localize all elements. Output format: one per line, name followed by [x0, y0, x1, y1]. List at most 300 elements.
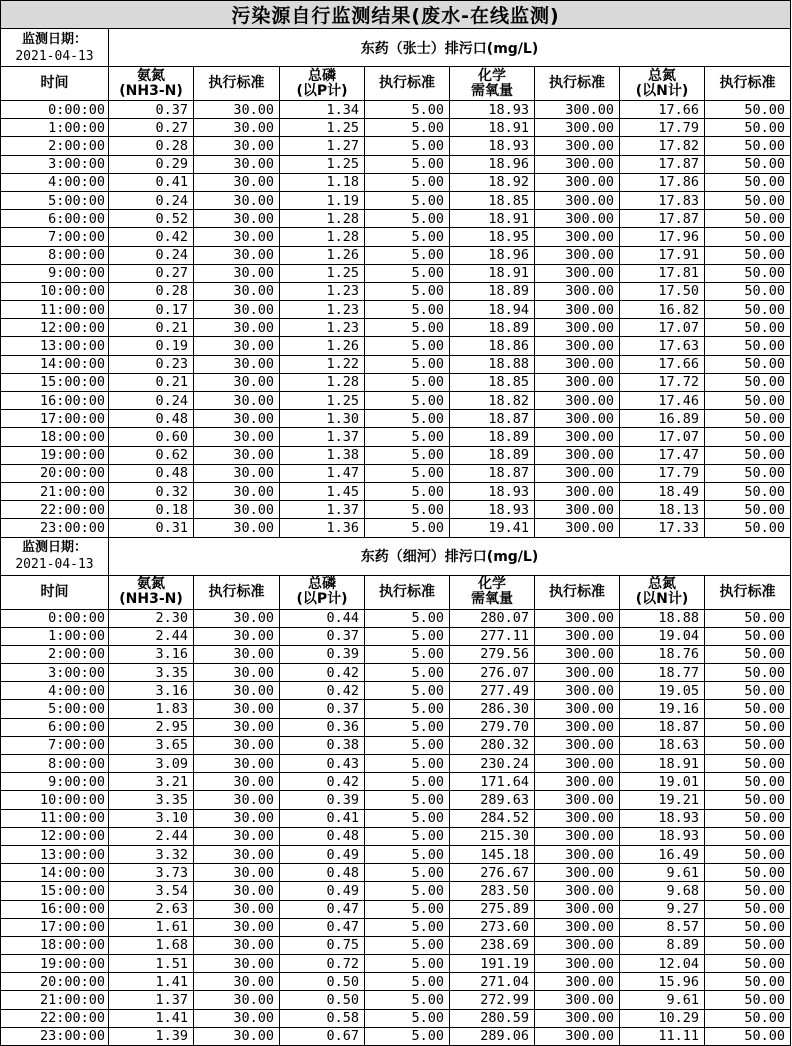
value-cell: 0.48	[109, 410, 194, 428]
value-cell: 1.61	[109, 918, 194, 936]
time-cell: 7:00:00	[1, 228, 109, 246]
time-cell: 7:00:00	[1, 736, 109, 754]
value-cell: 30.00	[194, 137, 280, 155]
value-cell: 50.00	[705, 246, 791, 264]
value-cell: 50.00	[705, 773, 791, 791]
value-cell: 300.00	[535, 627, 620, 645]
value-cell: 300.00	[535, 228, 620, 246]
column-header-line2: (NH3-N)	[119, 591, 183, 607]
date-value: 2021-04-13	[15, 48, 94, 64]
time-cell: 23:00:00	[1, 1027, 109, 1045]
time-cell: 4:00:00	[1, 682, 109, 700]
value-cell: 289.63	[450, 791, 535, 809]
column-header	[280, 575, 365, 609]
value-cell: 50.00	[705, 228, 791, 246]
value-cell: 50.00	[705, 282, 791, 300]
value-cell: 30.00	[194, 519, 280, 537]
value-cell: 17.79	[620, 464, 705, 482]
value-cell: 1.28	[280, 228, 365, 246]
value-cell: 289.06	[450, 1027, 535, 1045]
value-cell: 50.00	[705, 845, 791, 863]
value-cell: 5.00	[365, 755, 450, 773]
value-cell: 50.00	[705, 609, 791, 627]
value-cell: 0.50	[280, 991, 365, 1009]
value-cell: 300.00	[535, 301, 620, 319]
value-cell: 18.93	[450, 101, 535, 119]
value-cell: 30.00	[194, 991, 280, 1009]
value-cell: 300.00	[535, 991, 620, 1009]
table-row	[1, 609, 791, 627]
value-cell: 3.16	[109, 645, 194, 663]
value-cell: 300.00	[535, 645, 620, 663]
time-cell: 23:00:00	[1, 519, 109, 537]
column-header-line2: (以P计)	[296, 591, 348, 607]
table-row	[1, 718, 791, 736]
value-cell: 280.07	[450, 609, 535, 627]
value-cell: 30.00	[194, 228, 280, 246]
value-cell: 50.00	[705, 191, 791, 209]
value-cell: 1.25	[280, 119, 365, 137]
value-cell: 17.87	[620, 155, 705, 173]
value-cell: 300.00	[535, 373, 620, 391]
table-row	[1, 410, 791, 428]
time-cell: 18:00:00	[1, 428, 109, 446]
value-cell: 300.00	[535, 718, 620, 736]
value-cell: 17.96	[620, 228, 705, 246]
report-title: 污染源自行监测结果(废水-在线监测)	[1, 1, 791, 29]
value-cell: 5.00	[365, 446, 450, 464]
value-cell: 0.60	[109, 428, 194, 446]
value-cell: 300.00	[535, 264, 620, 282]
value-cell: 300.00	[535, 428, 620, 446]
value-cell: 5.00	[365, 791, 450, 809]
value-cell: 50.00	[705, 1009, 791, 1027]
value-cell: 18.93	[620, 809, 705, 827]
value-cell: 30.00	[194, 918, 280, 936]
table-row	[1, 155, 791, 173]
time-cell: 5:00:00	[1, 191, 109, 209]
value-cell: 18.89	[450, 446, 535, 464]
value-cell: 300.00	[535, 755, 620, 773]
value-cell: 0.24	[109, 246, 194, 264]
value-cell: 12.04	[620, 955, 705, 973]
value-cell: 300.00	[535, 882, 620, 900]
value-cell: 300.00	[535, 973, 620, 991]
table-row	[1, 282, 791, 300]
time-cell: 0:00:00	[1, 101, 109, 119]
table-row	[1, 119, 791, 137]
value-cell: 15.96	[620, 973, 705, 991]
value-cell: 276.67	[450, 864, 535, 882]
value-cell: 279.70	[450, 718, 535, 736]
column-header-line1: 时间	[40, 75, 69, 91]
value-cell: 30.00	[194, 319, 280, 337]
value-cell: 300.00	[535, 392, 620, 410]
value-cell: 1.23	[280, 301, 365, 319]
value-cell: 50.00	[705, 264, 791, 282]
outlet-name: 东药（张士）排污口(mg/L)	[109, 29, 791, 67]
time-cell: 16:00:00	[1, 392, 109, 410]
value-cell: 5.00	[365, 246, 450, 264]
value-cell: 0.42	[109, 228, 194, 246]
value-cell: 145.18	[450, 845, 535, 863]
value-cell: 5.00	[365, 155, 450, 173]
value-cell: 18.82	[450, 392, 535, 410]
value-cell: 5.00	[365, 428, 450, 446]
value-cell: 300.00	[535, 101, 620, 119]
time-cell: 22:00:00	[1, 501, 109, 519]
value-cell: 0.42	[280, 773, 365, 791]
value-cell: 50.00	[705, 155, 791, 173]
column-header-line1: 执行标准	[208, 75, 265, 91]
value-cell: 17.46	[620, 392, 705, 410]
value-cell: 3.35	[109, 791, 194, 809]
value-cell: 300.00	[535, 1009, 620, 1027]
column-header-line1: 总磷	[308, 576, 336, 592]
value-cell: 18.87	[620, 718, 705, 736]
value-cell: 50.00	[705, 791, 791, 809]
value-cell: 30.00	[194, 955, 280, 973]
column-header	[1, 575, 109, 609]
column-header-line1: 执行标准	[379, 583, 435, 600]
table-row	[1, 173, 791, 191]
column-header-line1: 执行标准	[549, 75, 605, 91]
value-cell: 300.00	[535, 282, 620, 300]
value-cell: 18.91	[450, 119, 535, 137]
value-cell: 8.89	[620, 936, 705, 954]
table-row	[1, 264, 791, 282]
value-cell: 284.52	[450, 809, 535, 827]
value-cell: 5.00	[365, 301, 450, 319]
value-cell: 50.00	[705, 1027, 791, 1045]
value-cell: 300.00	[535, 773, 620, 791]
value-cell: 18.88	[450, 355, 535, 373]
value-cell: 30.00	[194, 446, 280, 464]
time-cell: 10:00:00	[1, 791, 109, 809]
value-cell: 9.61	[620, 991, 705, 1009]
value-cell: 5.00	[365, 864, 450, 882]
value-cell: 17.07	[620, 319, 705, 337]
value-cell: 0.44	[280, 609, 365, 627]
value-cell: 30.00	[194, 355, 280, 373]
value-cell: 50.00	[705, 137, 791, 155]
value-cell: 18.93	[620, 827, 705, 845]
value-cell: 50.00	[705, 428, 791, 446]
value-cell: 300.00	[535, 809, 620, 827]
value-cell: 18.87	[450, 464, 535, 482]
value-cell: 272.99	[450, 991, 535, 1009]
value-cell: 300.00	[535, 446, 620, 464]
value-cell: 50.00	[705, 827, 791, 845]
table-row	[1, 845, 791, 863]
value-cell: 300.00	[535, 609, 620, 627]
value-cell: 276.07	[450, 664, 535, 682]
value-cell: 30.00	[194, 936, 280, 954]
value-cell: 1.47	[280, 464, 365, 482]
value-cell: 280.59	[450, 1009, 535, 1027]
value-cell: 2.44	[109, 827, 194, 845]
value-cell: 3.16	[109, 682, 194, 700]
table-row	[1, 900, 791, 918]
value-cell: 30.00	[194, 392, 280, 410]
value-cell: 300.00	[535, 319, 620, 337]
value-cell: 5.00	[365, 482, 450, 500]
value-cell: 17.83	[620, 191, 705, 209]
table-row	[1, 355, 791, 373]
value-cell: 271.04	[450, 973, 535, 991]
value-cell: 230.24	[450, 755, 535, 773]
value-cell: 5.00	[365, 955, 450, 973]
value-cell: 30.00	[194, 119, 280, 137]
value-cell: 2.63	[109, 900, 194, 918]
value-cell: 50.00	[705, 410, 791, 428]
value-cell: 0.48	[280, 864, 365, 882]
monitoring-date	[1, 537, 109, 575]
value-cell: 1.22	[280, 355, 365, 373]
value-cell: 50.00	[705, 210, 791, 228]
value-cell: 300.00	[535, 246, 620, 264]
value-cell: 19.21	[620, 791, 705, 809]
value-cell: 50.00	[705, 101, 791, 119]
value-cell: 18.13	[620, 501, 705, 519]
value-cell: 30.00	[194, 627, 280, 645]
table-row	[1, 519, 791, 537]
value-cell: 16.89	[620, 410, 705, 428]
column-header-line1: 氨氮	[137, 67, 165, 84]
value-cell: 0.47	[280, 900, 365, 918]
value-cell: 18.63	[620, 736, 705, 754]
value-cell: 275.89	[450, 900, 535, 918]
value-cell: 30.00	[194, 700, 280, 718]
value-cell: 0.39	[280, 645, 365, 663]
value-cell: 2.30	[109, 609, 194, 627]
value-cell: 50.00	[705, 973, 791, 991]
value-cell: 50.00	[705, 519, 791, 537]
value-cell: 5.00	[365, 228, 450, 246]
value-cell: 1.41	[109, 1009, 194, 1027]
table-row	[1, 664, 791, 682]
value-cell: 50.00	[705, 173, 791, 191]
value-cell: 5.00	[365, 173, 450, 191]
table-row	[1, 991, 791, 1009]
value-cell: 0.42	[280, 664, 365, 682]
value-cell: 5.00	[365, 682, 450, 700]
column-header	[109, 575, 194, 609]
value-cell: 0.28	[109, 282, 194, 300]
value-cell: 0.49	[280, 845, 365, 863]
value-cell: 18.76	[620, 645, 705, 663]
table-row	[1, 682, 791, 700]
value-cell: 17.79	[620, 119, 705, 137]
time-cell: 16:00:00	[1, 900, 109, 918]
value-cell: 30.00	[194, 827, 280, 845]
value-cell: 9.27	[620, 900, 705, 918]
value-cell: 30.00	[194, 882, 280, 900]
column-header	[535, 575, 620, 609]
value-cell: 0.41	[280, 809, 365, 827]
value-cell: 5.00	[365, 392, 450, 410]
value-cell: 17.07	[620, 428, 705, 446]
value-cell: 300.00	[535, 936, 620, 954]
value-cell: 300.00	[535, 1027, 620, 1045]
column-header	[535, 67, 620, 101]
value-cell: 5.00	[365, 827, 450, 845]
table-row	[1, 464, 791, 482]
value-cell: 1.36	[280, 519, 365, 537]
value-cell: 279.56	[450, 645, 535, 663]
table-row	[1, 137, 791, 155]
value-cell: 18.85	[450, 373, 535, 391]
value-cell: 5.00	[365, 845, 450, 863]
value-cell: 277.49	[450, 682, 535, 700]
table-row	[1, 918, 791, 936]
value-cell: 18.49	[620, 482, 705, 500]
value-cell: 30.00	[194, 101, 280, 119]
value-cell: 5.00	[365, 355, 450, 373]
column-header-line1: 总磷	[308, 67, 336, 84]
value-cell: 0.47	[280, 918, 365, 936]
value-cell: 0.67	[280, 1027, 365, 1045]
column-header	[620, 67, 705, 101]
value-cell: 30.00	[194, 845, 280, 863]
value-cell: 3.35	[109, 664, 194, 682]
value-cell: 5.00	[365, 1027, 450, 1045]
value-cell: 3.32	[109, 845, 194, 863]
value-cell: 18.87	[450, 410, 535, 428]
value-cell: 50.00	[705, 301, 791, 319]
value-cell: 18.96	[450, 155, 535, 173]
value-cell: 5.00	[365, 282, 450, 300]
value-cell: 1.37	[280, 428, 365, 446]
value-cell: 5.00	[365, 410, 450, 428]
column-header	[450, 575, 535, 609]
value-cell: 0.62	[109, 446, 194, 464]
value-cell: 286.30	[450, 700, 535, 718]
value-cell: 5.00	[365, 519, 450, 537]
value-cell: 5.00	[365, 700, 450, 718]
value-cell: 1.39	[109, 1027, 194, 1045]
value-cell: 30.00	[194, 864, 280, 882]
column-header-line2: (NH3-N)	[119, 82, 183, 99]
column-header	[280, 67, 365, 101]
value-cell: 19.41	[450, 519, 535, 537]
time-cell: 4:00:00	[1, 173, 109, 191]
table-row	[1, 373, 791, 391]
table-row	[1, 864, 791, 882]
value-cell: 1.25	[280, 392, 365, 410]
time-cell: 3:00:00	[1, 664, 109, 682]
value-cell: 5.00	[365, 464, 450, 482]
value-cell: 1.38	[280, 446, 365, 464]
value-cell: 5.00	[365, 137, 450, 155]
column-header-line2: (以P计)	[296, 82, 348, 99]
time-cell: 17:00:00	[1, 410, 109, 428]
value-cell: 5.00	[365, 609, 450, 627]
table-row	[1, 101, 791, 119]
value-cell: 0.48	[280, 827, 365, 845]
time-cell: 1:00:00	[1, 119, 109, 137]
value-cell: 30.00	[194, 736, 280, 754]
value-cell: 0.29	[109, 155, 194, 173]
value-cell: 300.00	[535, 355, 620, 373]
value-cell: 3.65	[109, 736, 194, 754]
value-cell: 50.00	[705, 645, 791, 663]
time-cell: 11:00:00	[1, 809, 109, 827]
value-cell: 0.48	[109, 464, 194, 482]
value-cell: 0.32	[109, 482, 194, 500]
value-cell: 1.27	[280, 137, 365, 155]
value-cell: 18.91	[450, 210, 535, 228]
time-cell: 22:00:00	[1, 1009, 109, 1027]
value-cell: 300.00	[535, 119, 620, 137]
value-cell: 300.00	[535, 827, 620, 845]
column-header-line1: 时间	[40, 583, 69, 600]
value-cell: 30.00	[194, 501, 280, 519]
value-cell: 50.00	[705, 464, 791, 482]
table-row	[1, 773, 791, 791]
date-label: 监测日期：	[21, 31, 87, 47]
value-cell: 50.00	[705, 991, 791, 1009]
value-cell: 2.95	[109, 718, 194, 736]
value-cell: 30.00	[194, 809, 280, 827]
value-cell: 30.00	[194, 191, 280, 209]
value-cell: 30.00	[194, 373, 280, 391]
value-cell: 50.00	[705, 936, 791, 954]
value-cell: 3.21	[109, 773, 194, 791]
value-cell: 1.26	[280, 337, 365, 355]
date-value: 2021-04-13	[15, 557, 94, 572]
column-header-line1: 执行标准	[719, 75, 776, 91]
value-cell: 19.04	[620, 627, 705, 645]
value-cell: 300.00	[535, 482, 620, 500]
value-cell: 5.00	[365, 264, 450, 282]
table-row	[1, 645, 791, 663]
time-cell: 6:00:00	[1, 718, 109, 736]
value-cell: 9.61	[620, 864, 705, 882]
table-row	[1, 228, 791, 246]
value-cell: 30.00	[194, 900, 280, 918]
table-row	[1, 736, 791, 754]
table-row	[1, 1027, 791, 1045]
column-header-line2: (以N计)	[635, 591, 689, 607]
value-cell: 50.00	[705, 373, 791, 391]
value-cell: 5.00	[365, 973, 450, 991]
table-row	[1, 955, 791, 973]
value-cell: 300.00	[535, 845, 620, 863]
value-cell: 50.00	[705, 337, 791, 355]
value-cell: 17.72	[620, 373, 705, 391]
value-cell: 300.00	[535, 736, 620, 754]
column-header	[194, 575, 280, 609]
value-cell: 0.37	[109, 101, 194, 119]
value-cell: 30.00	[194, 973, 280, 991]
value-cell: 5.00	[365, 718, 450, 736]
value-cell: 17.81	[620, 264, 705, 282]
value-cell: 1.28	[280, 210, 365, 228]
value-cell: 1.34	[280, 101, 365, 119]
value-cell: 5.00	[365, 501, 450, 519]
value-cell: 50.00	[705, 119, 791, 137]
value-cell: 5.00	[365, 1009, 450, 1027]
value-cell: 50.00	[705, 392, 791, 410]
value-cell: 30.00	[194, 155, 280, 173]
value-cell: 0.49	[280, 882, 365, 900]
time-cell: 21:00:00	[1, 991, 109, 1009]
value-cell: 0.24	[109, 392, 194, 410]
value-cell: 1.30	[280, 410, 365, 428]
value-cell: 1.37	[280, 501, 365, 519]
outlet-name: 东药（细河）排污口(mg/L)	[109, 537, 791, 575]
